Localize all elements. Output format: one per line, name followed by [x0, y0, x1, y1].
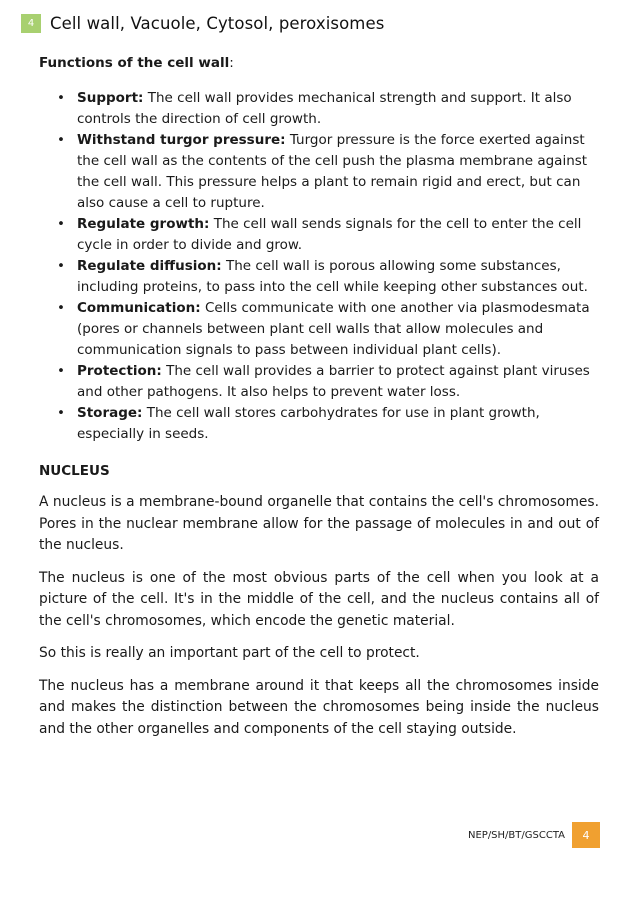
list-item: [39, 130, 599, 214]
bullet-icon: •: [57, 300, 65, 316]
page-title: Cell wall, Vacuole, Cytosol, peroxisomes: [50, 14, 385, 33]
list-item-term: Storage:: [77, 405, 143, 421]
cell-wall-functions-list: [39, 88, 599, 445]
footer-code: NEP/SH/BT/GSCCTA: [467, 829, 565, 841]
list-item: [39, 88, 599, 130]
page-content: [39, 53, 599, 740]
list-item-term: Regulate diffusion:: [77, 258, 222, 274]
bullet-icon: •: [57, 363, 65, 379]
list-item-term: Communication:: [77, 300, 201, 316]
nucleus-paragraph-4: The nucleus has a membrane around it that keeps all the chromosomes inside and makes the distinction between the chromosomes being inside the nucleus and the other organelles and components of the cell staying outside.: [39, 677, 599, 737]
bullet-icon: •: [57, 405, 65, 421]
bullet-icon: •: [57, 90, 65, 106]
cell-wall-heading-colon: :: [229, 55, 234, 71]
list-item: [39, 361, 599, 403]
list-item-text: The cell wall is porous allowing some substances, including proteins, to pass into the cell while keeping other substances out.: [77, 258, 588, 295]
list-item-term: Support:: [77, 90, 144, 106]
list-item-text: The cell wall provides a barrier to protect against plant viruses and other pathogens. It also helps to prevent water loss.: [77, 363, 590, 400]
cell-wall-heading-text: Functions of the cell wall: [39, 55, 230, 71]
bullet-icon: •: [57, 132, 65, 148]
list-item: [39, 403, 599, 445]
header-page-number: 4: [21, 14, 41, 33]
list-item-term: Withstand turgor pressure:: [77, 132, 286, 148]
list-item: [39, 214, 599, 256]
list-item-text: Turgor pressure is the force exerted against the cell wall as the contents of the cell push the plasma membrane against the cell wall. This pressure helps a plant to remain rigid and erect, but can also cause a cell to rupture.: [77, 132, 588, 211]
page-footer: [468, 822, 600, 848]
list-item-text: The cell wall stores carbohydrates for use in plant growth, especially in seeds.: [77, 405, 540, 442]
list-item-text: The cell wall provides mechanical strength and support. It also controls the direction of cell growth.: [77, 90, 572, 127]
page-header: [21, 14, 384, 33]
list-item-term: Regulate growth:: [77, 216, 210, 232]
nucleus-heading: NUCLEUS: [39, 463, 110, 479]
cell-wall-heading: [39, 53, 599, 73]
list-item-term: Protection:: [77, 363, 162, 379]
nucleus-paragraph-3: So this is really an important part of the cell to protect.: [39, 645, 420, 661]
list-item-text: The cell wall sends signals for the cell to enter the cell cycle in order to divide and grow.: [77, 216, 582, 253]
list-item-text: Cells communicate with one another via plasmodesmata (pores or channels between plant cell walls that allow molecules and communication signals to pass between individual plant cells).: [77, 300, 590, 358]
list-item: [39, 298, 599, 361]
footer-page-number: 4: [572, 822, 600, 848]
list-item: [39, 256, 599, 298]
bullet-icon: •: [57, 258, 65, 274]
nucleus-paragraph-1: A nucleus is a membrane-bound organelle that contains the cell's chromosomes. Pores in the nuclear membrane allow for the passage of molecules in and out of the nucleus.: [39, 494, 599, 553]
bullet-icon: •: [57, 216, 65, 232]
nucleus-paragraph-2: The nucleus is one of the most obvious parts of the cell when you look at a picture of the cell. It's in the middle of the cell, and the nucleus contains all of the cell's chromosomes, which encode the genetic material.: [39, 569, 599, 629]
